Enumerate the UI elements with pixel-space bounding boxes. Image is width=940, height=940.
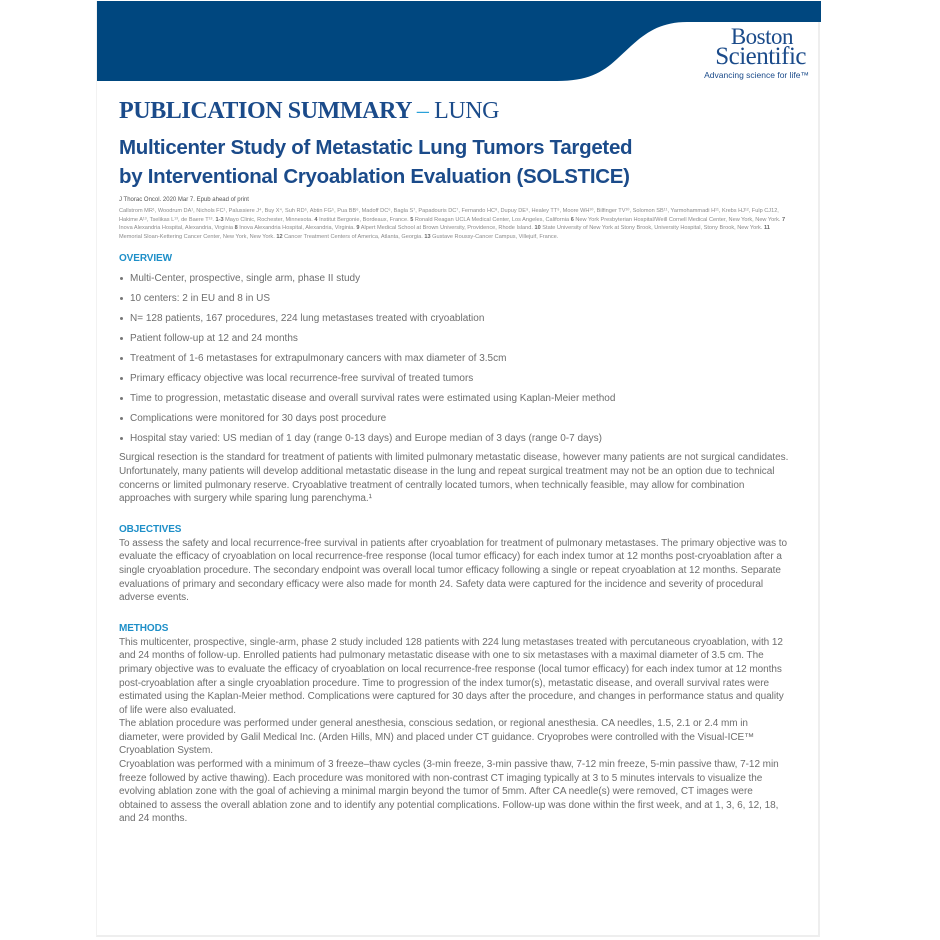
bullet-icon (120, 377, 123, 380)
authors-affiliations (119, 207, 789, 241)
affiliation-number: 8 (234, 225, 238, 232)
list-item-text: Time to progression, metastatic disease and overall survival rates were estimated using Kaplan-Meier method (130, 392, 616, 404)
journal-citation: J Thorac Oncol. 2020 Mar 7. Epub ahead of print (119, 197, 249, 203)
list-item-text: Patient follow-up at 12 and 24 months (130, 333, 298, 345)
affiliation-number: 11 (763, 225, 770, 232)
affiliation-text: New York Presbyterian Hospital/Weill Cornell Medical Center, New York, New York. (575, 216, 781, 223)
study-title-line-2: by Interventional Cryoablation Evaluation (SOLSTICE) (119, 165, 630, 188)
affiliation-text: State University of New York at Stony Brook, University Hospital, Stony Brook, New York. (542, 225, 763, 232)
overview-section (119, 252, 789, 505)
list-item-text: Treatment of 1-6 metastases for extrapulmonary cancers with max diameter of 3.5cm (130, 352, 507, 364)
list-item (119, 352, 789, 365)
boston-scientific-logo (669, 24, 809, 81)
affiliation-number: 7 (782, 216, 786, 223)
methods-paragraph: Cryoablation was performed with a minimum of 3 freeze–thaw cycles (3-min freeze, 3-min passive thaw, 7-12 min freeze, 5-min passive thaw, 7-12 min freeze followed by active thawing). Each procedure was monitored with non-contrast CT imaging typically at 3 to 5 minutes intervals to visualize the evolving ablation zone with the goal of achieving a minimal margin beyond the tumor of 5mm. After CA needle(s) were removed, CT images were obtained to assess the overall ablation zone and to identify any potential complications. Follow-up was done within the first week, and at 1, 3, 6, 12, 18, and 24 months. (119, 759, 779, 825)
affiliation-text: Institut Bergonie, Bordeaux, France. (319, 216, 409, 223)
affiliation-number: 6 (570, 216, 574, 223)
publication-heading (119, 97, 789, 125)
document-content (119, 97, 789, 826)
methods-section (119, 622, 789, 826)
study-title-line-1: Multicenter Study of Metastatic Lung Tumors Targeted (119, 136, 633, 159)
affiliation-text: Inova Alexandria Hospital, Alexandria, Virginia. (239, 225, 355, 232)
bullet-icon (120, 397, 123, 400)
affiliation-number: 10 (534, 225, 541, 232)
affiliation-text: Alpert Medical School at Brown University, Providence, Rhode Island. (360, 225, 533, 232)
affiliation-text: Inova Alexandria Hospital, Alexandria, Virginia (119, 225, 234, 232)
bullet-icon (120, 297, 123, 300)
affiliation-number: 1-3 (215, 216, 224, 223)
methods-heading: METHODS (119, 622, 169, 634)
bullet-icon (120, 417, 123, 420)
list-item-text: 10 centers: 2 in EU and 8 in US (130, 293, 271, 305)
doc-type-label: PUBLICATION SUMMARY (119, 98, 412, 124)
list-item-text: N= 128 patients, 167 procedures, 224 lung metastases treated with cryoablation (130, 313, 485, 325)
heading-separator: – (416, 98, 429, 124)
methods-paragraph: This multicenter, prospective, single-arm, phase 2 study included 128 patients with 224 lung metastases treated with percutaneous cryoablation, with 12 and 24 months of follow-up. Enrolled patients had pulmonary metastatic disease with one to six metastases with a maximal diameter of 3.5 cm. The primary objective was to evaluate the efficacy of cryoablation on local recurrence-free response (local tumor efficacy) for each index tumor at 12 months post-cryoablation after a single cryoablation procedure. Time to progression of the index tumor(s), metastatic disease, and overall survival rates were estimated using the Kaplan-Meier method. Complications were captured for 30 days after the procedure, and changes in performance status and quality of life were also evaluated. (119, 636, 784, 716)
affiliation-text: Mayo Clinic, Rochester, Minnesota. (225, 216, 313, 223)
list-item-text: Multi-Center, prospective, single arm, phase II study (130, 273, 361, 285)
affiliation-text: Ronald Reagan UCLA Medical Center, Los Angeles, California (414, 216, 570, 223)
overview-intro-paragraph: Surgical resection is the standard for treatment of patients with limited pulmonary metastatic disease, however many patients are not surgical candidates. Unfortunately, many patients will develop additional metastatic disease in the lung and repeat surgical treatment may not be an option due to technical concerns or limited pulmonary reserve. Cryoablative treatment of centrally located tumors, when technically feasible, may allow for combination approaches with surgery while sparing lung parenchyma.¹ (119, 452, 789, 505)
objectives-paragraph: To assess the safety and local recurrence-free survival in patients after cryoablation for treatment of pulmonary metastases. The primary objective was to evaluate the efficacy of cryoablation on local recurrence-free response (local tumor efficacy) for each index tumor at 12 months post-cryoablation after a single cryoablation procedure. The secondary endpoint was overall local tumor efficacy following a single or repeat cryoablation at 12 months. Separate evaluations of primary and secondary efficacy were also made for month 24. Safety data were captured for the incidence and severity of procedural adverse events. (119, 537, 787, 604)
list-item-text: Primary efficacy objective was local recurrence-free survival of treated tumors (130, 372, 474, 384)
objectives-heading: OBJECTIVES (119, 523, 182, 535)
affiliation-number: 12 (276, 233, 283, 240)
logo-tagline: Advancing science for life™ (704, 70, 809, 81)
bullet-icon (120, 317, 123, 320)
methods-paragraph: The ablation procedure was performed under general anesthesia, conscious sedation, or regional anesthesia. CA needles, 1.5, 2.1 or 2.4 mm in diameter, were provided by Galil Medical Inc. (Arden Hills, MN) and placed under CT guidance. Cryoprobes were controlled with the Visual-ICE™ Cryoablation System. (119, 718, 755, 757)
affiliation-number: 4 (314, 216, 318, 223)
list-item (119, 432, 789, 445)
affiliation-number: 5 (410, 216, 414, 223)
overview-bullet-list (119, 272, 789, 444)
overview-heading: OVERVIEW (119, 253, 172, 265)
list-item (119, 392, 789, 405)
list-item (119, 372, 789, 385)
affiliation-text: Cancer Treatment Centers of America, Atlanta, Georgia. (284, 233, 423, 240)
bullet-icon (120, 277, 123, 280)
bullet-icon (120, 337, 123, 340)
logo-scientific-text: Scientific (715, 42, 806, 70)
affiliation-number: 13 (424, 233, 431, 240)
list-item (119, 272, 789, 285)
affiliation-text: Gustave Roussy-Cancer Campus, Villejuif, France. (432, 233, 559, 240)
topic-label: LUNG (434, 98, 500, 124)
affiliation-number: 9 (356, 225, 360, 232)
list-item (119, 332, 789, 345)
affiliation-text: Memorial Sloan-Kettering Cancer Center, New York, New York. (119, 233, 275, 240)
author-list: Callstrom MR¹, Woodrum DA¹, Nichols FC¹, Palussiere J⁴, Buy X⁴, Suh RD⁵, Abtin FG⁵, Pua BB⁶, Madoff DC⁶, Bagla S⁷, Papadouris DC⁷, Fernando HC⁸, Dupuy DE⁹, Healey TT⁹, Moore WH¹⁰, Bilfinger TV¹⁰, Solomon SB¹¹, Yarmohammadi H¹¹, Krebs HJ¹², Fulp CJ12, Hakime A¹³, Tselikas L¹³, de Baere T¹³. (119, 208, 779, 223)
document-page (96, 1, 820, 937)
objectives-section (119, 523, 789, 605)
bullet-icon (120, 437, 123, 440)
list-item (119, 312, 789, 325)
list-item-text: Complications were monitored for 30 days post procedure (130, 412, 387, 424)
study-title (119, 133, 789, 191)
bullet-icon (120, 357, 123, 360)
list-item (119, 412, 789, 425)
logo-boston-text: Boston (730, 24, 793, 49)
list-item-text: Hospital stay varied: US median of 1 day (range 0-13 days) and Europe median of 3 days (range 0-7 days) (130, 432, 602, 444)
list-item (119, 292, 789, 305)
